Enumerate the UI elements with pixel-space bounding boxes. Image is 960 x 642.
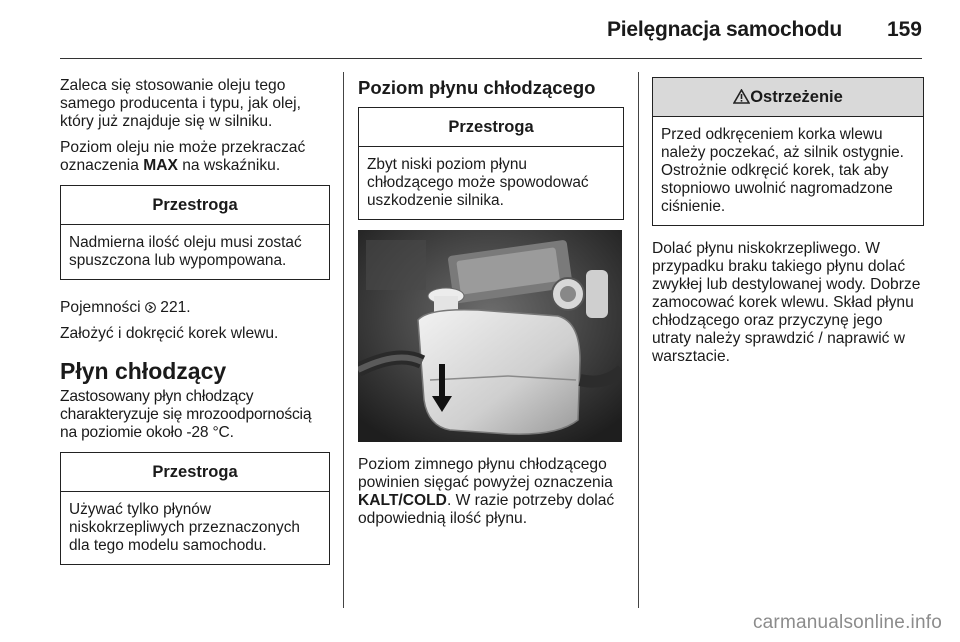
oil-paragraph-2 (60, 139, 330, 175)
caution-box-coolant (60, 452, 330, 565)
column-divider-1 (343, 72, 344, 608)
capacity-page: 221. (155, 299, 191, 316)
warning-triangle-icon (733, 88, 750, 106)
caution-title: Przestroga (359, 108, 623, 147)
page-header-title: Pielęgnacja samochodu (606, 18, 842, 41)
cap-paragraph: Założyć i dokręcić korek wlewu. (60, 325, 279, 342)
coolant-level-text-end: . W razie potrzeby dolać odpowiednią ilość płynu. (358, 492, 615, 527)
capacity-text: Pojemności (60, 299, 145, 316)
column-1 (60, 77, 330, 583)
caution-box-level (358, 107, 624, 220)
max-mark: MAX (143, 157, 178, 174)
watermark: carmanualsonline.info (752, 612, 942, 633)
warning-box (652, 77, 924, 226)
coolant-refill-paragraph: Dolać płynu niskokrzepliwego. W przypadku braku takiego płynu dolać zwykłej lub destylowanej wody. Dobrze zamocować korek wlewu. Skład płynu chłodzącego oraz przyczynę jego utraty należy sprawdzić / naprawić w warsztacie. (652, 240, 921, 365)
page-number: 159 (886, 18, 922, 41)
caution-title: Przestroga (61, 453, 329, 492)
header-rule (60, 58, 922, 59)
caution-body: Nadmierna ilość oleju musi zostać spuszczona lub wypompowana. (69, 234, 302, 269)
coolant-level-text: Poziom zimnego płynu chłodzącego powinien sięgać powyżej oznaczenia (358, 456, 613, 491)
warning-title: Ostrzeżenie (750, 88, 843, 106)
column-3 (652, 77, 924, 374)
coolant-level-heading: Poziom płynu chłodzącego (358, 77, 596, 98)
oil-paragraph-2-end: na wskaźniku. (177, 157, 281, 174)
capacity-reference (60, 298, 330, 317)
caution-body: Używać tylko płynów niskokrzepliwych przeznaczonych dla tego modelu samochodu. (69, 501, 300, 554)
kalt-cold-mark: KALT/COLD (358, 492, 447, 509)
coolant-level-paragraph (358, 456, 624, 528)
coolant-reservoir-photo (358, 230, 622, 442)
oil-paragraph-1: Zaleca się stosowanie oleju tego samego producenta i typu, jak olej, który już znajduje się w silniku. (60, 77, 301, 130)
column-2 (358, 77, 624, 536)
caution-box-oil (60, 185, 330, 280)
oil-paragraph-2-text: Poziom oleju nie może przekraczać oznaczenia (60, 139, 306, 174)
warning-header (653, 78, 923, 117)
page-ref-arrow-icon (145, 299, 156, 315)
coolant-paragraph: Zastosowany płyn chłodzący charakteryzuje się mrozoodpornością na poziomie około -28 °C. (60, 388, 312, 441)
caution-title: Przestroga (61, 186, 329, 225)
coolant-heading: Płyn chłodzący (60, 358, 227, 384)
column-divider-2 (638, 72, 639, 608)
caution-body: Zbyt niski poziom płynu chłodzącego może spowodować uszkodzenie silnika. (367, 156, 589, 209)
warning-body: Przed odkręceniem korka wlewu należy poczekać, aż silnik ostygnie. Ostrożnie odkręcić korek, tak aby stopniowo uwolnić nagromadzone ciśnienie. (661, 126, 904, 215)
